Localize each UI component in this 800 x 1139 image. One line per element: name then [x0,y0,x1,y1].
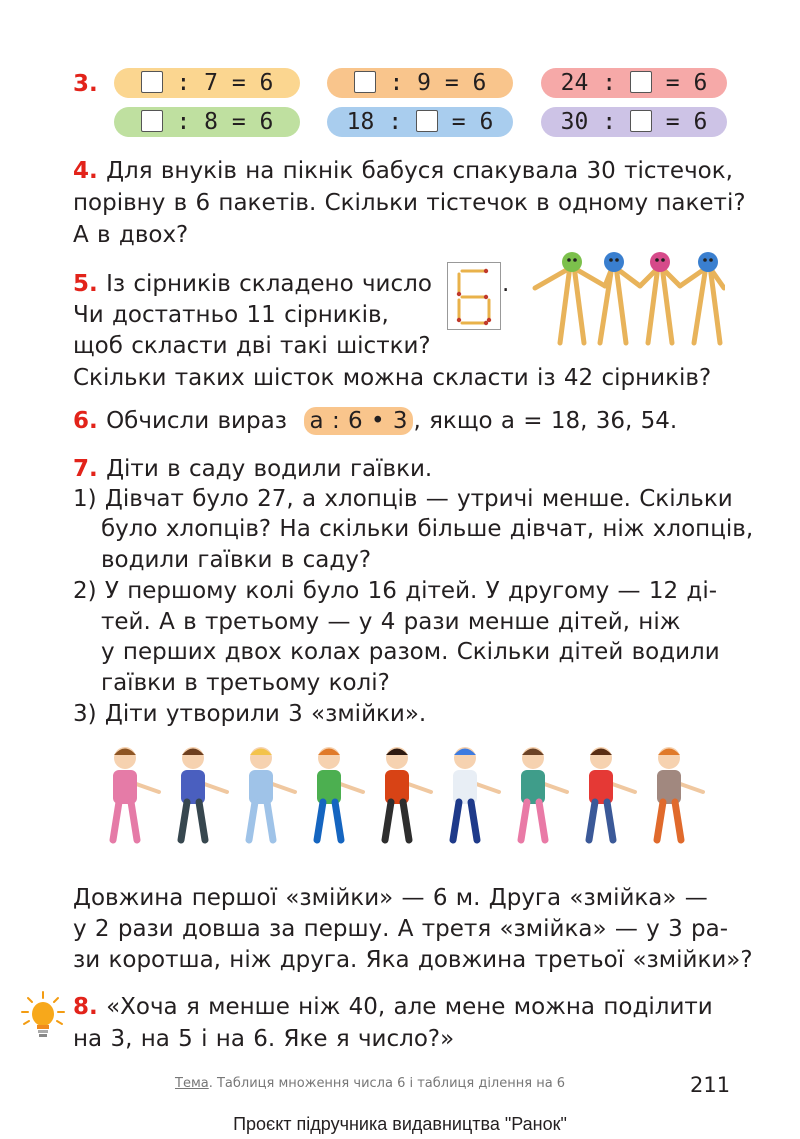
footer-topic-label: Тема [175,1076,209,1091]
child-leg [113,802,119,840]
task6-number: 6. [73,408,98,434]
task8-line1 [73,993,713,1021]
child-body [385,770,409,804]
children-dancing-illustration [95,740,705,850]
task7-after-line2: у 2 рази довша за першу. А третя «змійка» — у 3 ра- [73,916,729,942]
task4-text1: Для внуків на пікнік бабуся спакувала 30 тістечок, [106,158,733,184]
child-body [657,770,681,804]
publisher-credit: Проєкт підручника видавництва "Ранок" [233,1114,567,1134]
child-hair [522,749,544,756]
expression-right: = 6 [451,109,494,135]
task8-number: 8. [73,994,98,1020]
answer-box [141,110,163,132]
footer-topic [175,1076,565,1091]
child-leg [267,802,273,840]
child-leg [249,802,255,840]
task6-text: Обчисли вираз [106,408,287,434]
matchstick-six-figure [447,262,501,330]
task7-p2-line3: у перших двох колах разом. Скільки дітей водили [101,639,720,665]
task7-p2-line4: гаївки в третьому колі? [101,670,390,696]
child-leg [589,802,595,840]
child-body [521,770,545,804]
child-hair [318,749,340,756]
child-leg [675,802,681,840]
child-body [181,770,205,804]
expression-right: : 7 = 6 [176,70,274,96]
child-leg [181,802,187,840]
child-body [317,770,341,804]
child-leg [403,802,409,840]
task7-number: 7. [73,456,98,482]
task7-p2-line1: 2) У першому колі було 16 дітей. У другому — 12 ді- [73,578,718,604]
child-hair [250,749,272,756]
task4-line3: А в двох? [73,222,189,248]
child-leg [471,802,477,840]
expression-right: = 6 [665,70,708,96]
answer-box [354,71,376,93]
answer-box [630,71,652,93]
task7-p1-line2: було хлопців? На скільки більше дівчат, ніж хлопців, [101,516,754,542]
expression-left: 24 : [560,70,617,96]
child-body [453,770,477,804]
task3-expression-4 [114,107,300,137]
task5-number: 5. [73,271,98,297]
child-leg [131,802,137,840]
task7-intro-line [73,455,432,483]
child-leg [539,802,545,840]
child-body [249,770,273,804]
child-hair [114,749,136,756]
task7-p1-line1: 1) Дівчат було 27, а хлопців — утричі менше. Скільки [73,486,733,512]
child-leg [453,802,459,840]
matchstick-figures-illustration [530,248,725,348]
child-leg [385,802,391,840]
task5-text1: Із сірників складено число [106,271,432,297]
matchstick-six-icon [448,263,500,329]
task7-intro: Діти в саду водили гаївки. [106,456,433,482]
answer-box [630,110,652,132]
page-number: 211 [690,1073,731,1097]
child-hair [182,749,204,756]
task7-after-line1: Довжина першої «змійки» — 6 м. Друга «змійка» — [73,885,708,911]
child-leg [521,802,527,840]
child-leg [335,802,341,840]
child-body [589,770,613,804]
task4-line1 [73,157,733,185]
child-hair [590,749,612,756]
footer-topic-text: . Таблиця множення числа 6 і таблиця ділення на 6 [208,1076,566,1091]
answer-box [416,110,438,132]
task3-expression-1 [114,68,300,98]
task3-expression-2 [327,68,513,98]
task6-expression: а : 6 • 3 [304,407,414,435]
expression-right: : 9 = 6 [389,70,487,96]
task6-values: , якщо а = 18, 36, 54. [413,408,678,434]
task6-line [73,407,677,435]
expression-left: 18 : [346,109,403,135]
child-leg [199,802,205,840]
child-leg [317,802,323,840]
expression-left: 30 : [560,109,617,135]
lightbulb-icon [18,990,68,1042]
task5-line4: Скільки таких шісток можна скласти із 42 сірників? [73,365,712,391]
task8-text1: «Хоча я менше ніж 40, але мене можна поділити [106,994,713,1020]
task3-expression-5 [327,107,513,137]
task3-expression-3 [541,68,727,98]
task5-line2: Чи достатньо 11 сірників, [73,302,389,328]
task4-number: 4. [73,158,98,184]
expression-right: = 6 [665,109,708,135]
task3-expression-6 [541,107,727,137]
task3-number: 3. [73,71,98,97]
task5-line1 [73,270,432,298]
child-hair [454,749,476,756]
task7-p2-line2: тей. А в третьому — у 4 рази менше дітей, ніж [101,609,681,635]
task5-line1-end: . [502,271,510,297]
task7-p1-line3: водили гаївки в саду? [101,547,372,573]
task7-after-line3: зи коротша, ніж друга. Яка довжина третьої «змійки»? [73,947,753,973]
child-leg [607,802,613,840]
child-hair [386,749,408,756]
child-leg [657,802,663,840]
answer-box [141,71,163,93]
task5-line3: щоб скласти дві такі шістки? [73,333,431,359]
task8-line2: на 3, на 5 і на 6. Яке я число?» [73,1026,455,1052]
task4-line2: порівну в 6 пакетів. Скільки тістечок в одному пакеті? [73,190,746,216]
child-hair [658,749,680,756]
task7-p3-line: 3) Діти утворили 3 «змійки». [73,701,427,727]
child-body [113,770,137,804]
expression-right: : 8 = 6 [176,109,274,135]
